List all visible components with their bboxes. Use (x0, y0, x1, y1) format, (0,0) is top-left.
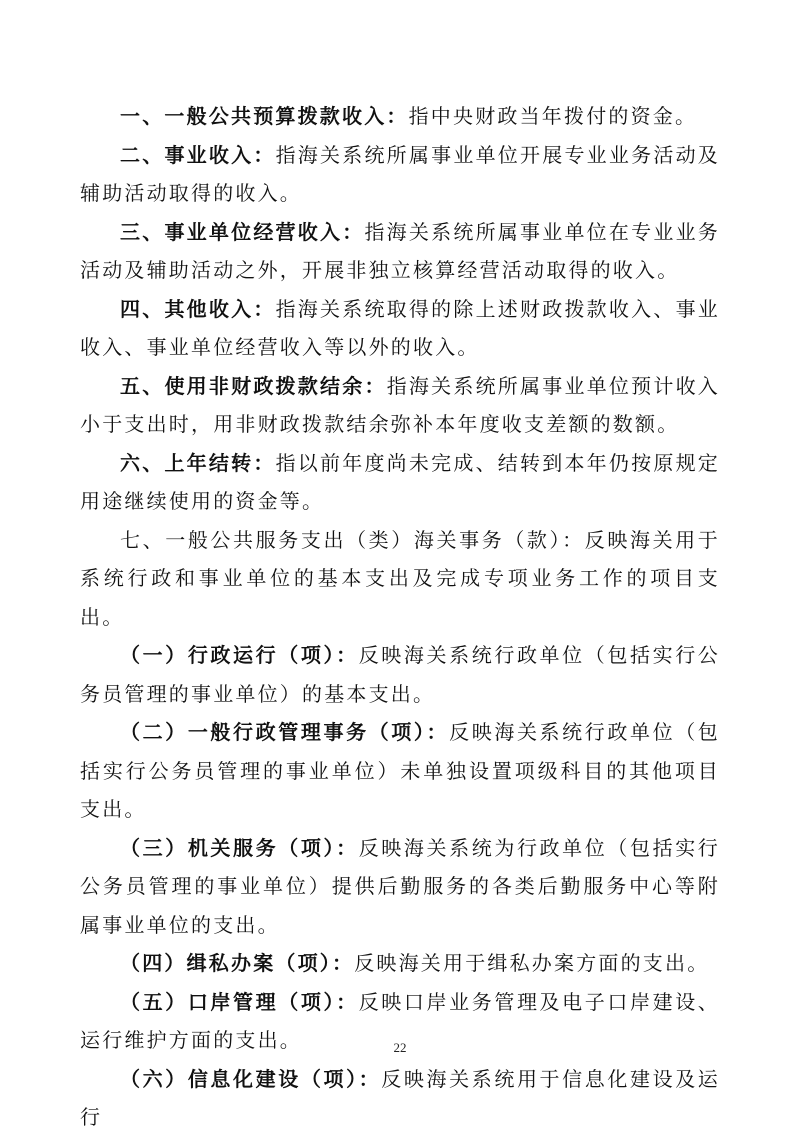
term-label: 四、其他收入： (120, 296, 276, 321)
paragraph-informatization (80, 1060, 720, 1137)
term-label: 二、事业收入： (120, 142, 276, 167)
paragraph-other-income (80, 290, 720, 367)
paragraph-general-admin-affairs (80, 713, 720, 829)
term-label: （四）缉私办案（项）： (120, 951, 355, 975)
term-label: 六、上年结转： (120, 450, 276, 475)
term-label: 一、一般公共预算拨款收入： (120, 104, 409, 128)
paragraph-anti-smuggling (80, 944, 720, 983)
definition-text: 指海关系统取得的除上述财政拨款收入、事业收入、事业单位经营收入等以外的收入。 (80, 296, 720, 359)
page-number: 22 (393, 1040, 407, 1055)
definition-text: 指海关系统所属事业单位开展专业业务活动及辅助活动取得的收入。 (80, 142, 720, 205)
definition-text: 反映海关系统行政单位（包括实行公务员管理的事业单位）的基本支出。 (80, 643, 720, 706)
paragraph-business-income (80, 136, 720, 213)
paragraph-carryover (80, 444, 720, 521)
definition-text: 反映海关系统用于信息化建设及运行 (80, 1066, 721, 1129)
paragraph-administrative-operation (80, 636, 720, 713)
paragraph-non-fiscal-balance (80, 367, 720, 444)
definition-text: 反映海关用于缉私办案方面的支出。 (354, 951, 710, 975)
definition-text: 七、一般公共服务支出（类）海关事务（款）：反映海关用于系统行政和事业单位的基本支出及完成专项业务工作的项目支出。 (80, 527, 720, 629)
term-label: （二）一般行政管理事务（项）： (120, 720, 450, 744)
term-label: （一）行政运行（项）： (120, 643, 359, 667)
definition-text: 指海关系统所属事业单位预计收入小于支出时，用非财政拨款结余弥补本年度收支差额的数额。 (80, 373, 721, 436)
term-label: （三）机关服务（项）： (120, 835, 359, 860)
term-label: （五）口岸管理（项）： (120, 989, 359, 1014)
definition-text: 反映海关系统行政单位（包括实行公务员管理的事业单位）未单独设置项级科目的其他项目支出。 (80, 720, 721, 821)
term-label: 五、使用非财政拨款结余： (120, 373, 387, 398)
definition-text: 反映海关系统为行政单位（包括实行公务员管理的事业单位）提供后勤服务的各类后勤服务中心等附属事业单位的支出。 (80, 835, 720, 937)
paragraph-operating-income (80, 213, 720, 290)
definition-text: 指中央财政当年拨付的资金。 (408, 104, 698, 128)
document-body (80, 97, 720, 1137)
definition-text: 指以前年度尚未完成、结转到本年仍按原规定用途继续使用的资金等。 (80, 450, 720, 513)
paragraph-agency-services (80, 829, 720, 945)
paragraph-general-budget-income (80, 97, 720, 136)
term-label: 三、事业单位经营收入： (120, 219, 365, 244)
definition-text: 指海关系统所属事业单位在专业业务活动及辅助活动之外，开展非独立核算经营活动取得的收入。 (80, 219, 720, 282)
paragraph-customs-affairs (80, 521, 720, 637)
term-label: （六）信息化建设（项）： (120, 1066, 382, 1091)
definition-text: 反映口岸业务管理及电子口岸建设、运行维护方面的支出。 (80, 989, 720, 1052)
